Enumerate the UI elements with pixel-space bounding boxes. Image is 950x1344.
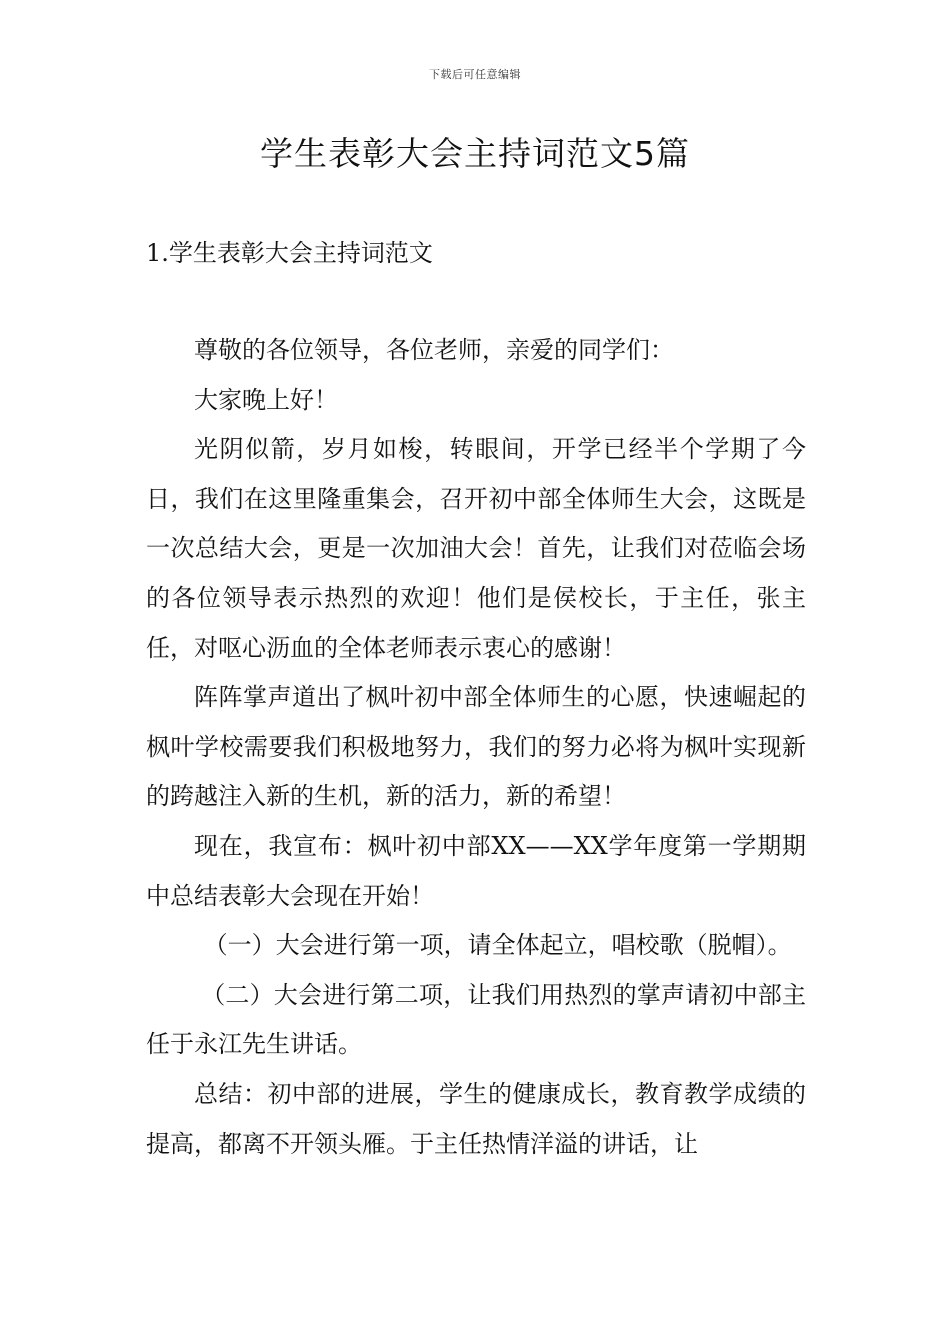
paragraph-applause: 阵阵掌声道出了枫叶初中部全体师生的心愿，快速崛起的枫叶学校需要我们积极地努力，我们的努力必将为枫叶实现新的跨越注入新的生机，新的活力，新的希望！	[146, 683, 806, 811]
paragraph-item-two: （二）大会进行第二项，让我们用热烈的掌声请初中部主任于永江先生讲话。	[146, 980, 806, 1059]
paragraph-greeting: 大家晚上好！	[194, 385, 338, 414]
paragraph-summary: 总结：初中部的进展，学生的健康成长，教育教学成绩的提高，都离不开领头雁。于主任热情洋溢的讲话，让	[146, 1079, 806, 1158]
section-heading: 1.学生表彰大会主持词范文	[146, 239, 433, 267]
paragraph-salutation: 尊敬的各位领导，各位老师，亲爱的同学们：	[194, 336, 674, 364]
header-note: 下载后可任意编辑	[429, 68, 521, 81]
paragraph-announcement: 现在，我宣布：枫叶初中部XX——XX学年度第一学期期中总结表彰大会现在开始！	[146, 831, 806, 910]
paragraph-opening: 光阴似箭，岁月如梭，转眼间，开学已经半个学期了今日，我们在这里隆重集会，召开初中部全体师生大会，这既是一次总结大会，更是一次加油大会！首先，让我们对莅临会场的各位领导表示热烈的欢迎！他们是侯校长，于主任，张主任，对呕心沥血的全体老师表示衷心的感谢！	[146, 435, 806, 662]
document-body	[146, 326, 806, 1169]
paragraph-item-one: （一）大会进行第一项，请全体起立，唱校歌（脱帽）。	[203, 931, 792, 960]
document-title: 学生表彰大会主持词范文5篇	[260, 134, 690, 173]
